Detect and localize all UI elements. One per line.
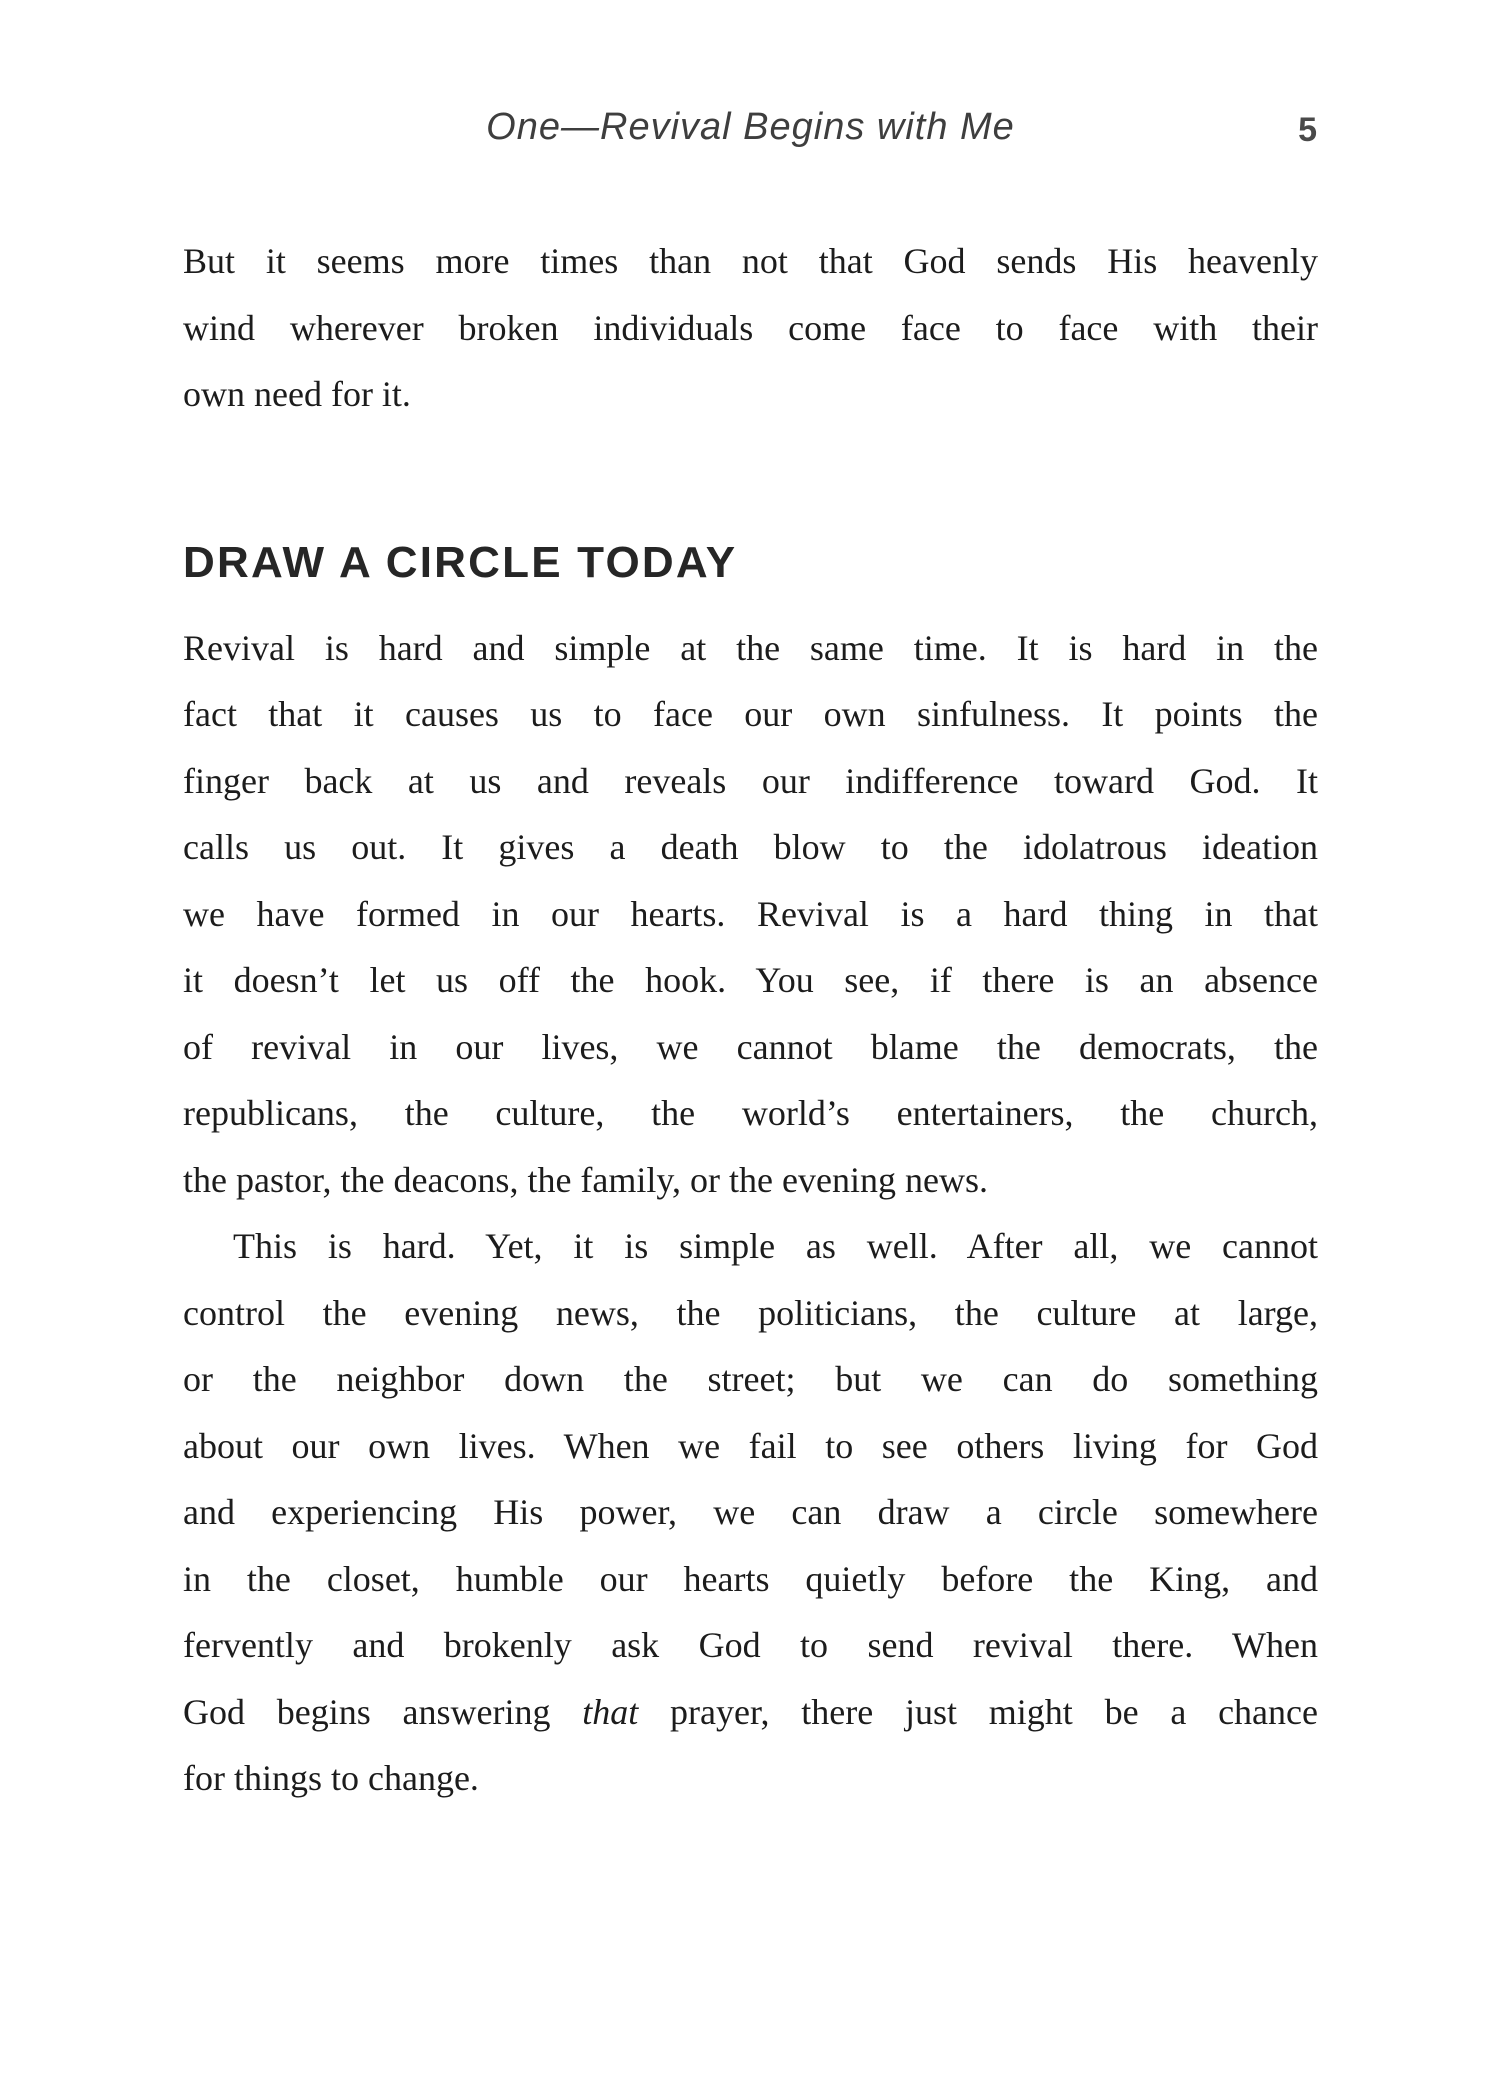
text-segment: or the neighbor down the street; but we can do something <box>183 1359 1318 1399</box>
text-segment: and experiencing His power, we can draw a circle somewhere <box>183 1492 1318 1532</box>
text-line <box>183 228 1318 295</box>
text-segment: control the evening news, the politicians, the culture at large, <box>183 1292 1318 1333</box>
text-line <box>183 1346 1318 1413</box>
text-line <box>183 1546 1318 1613</box>
section-heading: DRAW A CIRCLE TODAY <box>183 537 738 587</box>
page-number: 5 <box>1298 111 1317 149</box>
text-segment: it doesn’t let us off the hook. You see, if there is an absence <box>183 960 1318 1000</box>
text-line <box>183 748 1318 815</box>
text-segment: fact that it causes us to face our own sinfulness. It points the <box>183 694 1318 734</box>
text-segment: we have formed in our hearts. Revival is a hard thing in that <box>183 893 1318 934</box>
text-line <box>183 1679 1318 1746</box>
text-line <box>183 1413 1318 1480</box>
text-segment: of revival in our lives, we cannot blame the democrats, the <box>183 1026 1318 1067</box>
text-segment: own need for it. <box>183 374 411 414</box>
running-header-chapter-title: One—Revival Begins with Me <box>486 106 1015 148</box>
text-line <box>183 295 1318 362</box>
text-column <box>183 228 1318 1812</box>
paragraph-body-1 <box>183 615 1318 1214</box>
text-line <box>183 1213 1318 1280</box>
text-segment: calls us out. It gives a death blow to the idolatrous ideation <box>183 827 1318 867</box>
text-segment: fervently and brokenly ask God to send revival there. When <box>183 1625 1318 1665</box>
text-segment: But it seems more times than not that God sends His heavenly <box>183 241 1318 281</box>
text-segment: about our own lives. When we fail to see others living for God <box>183 1425 1318 1466</box>
text-segment: prayer, there just might be a chance <box>638 1691 1318 1732</box>
text-segment: wind wherever broken individuals come face to face with their <box>183 307 1318 348</box>
text-line <box>183 681 1318 748</box>
text-line <box>183 1014 1318 1081</box>
text-line <box>183 1147 1318 1214</box>
text-segment: Revival is hard and simple at the same time. It is hard in the <box>183 627 1318 668</box>
text-line <box>183 947 1318 1014</box>
text-line <box>183 361 1318 428</box>
text-line <box>183 1745 1318 1812</box>
text-segment: for things to change. <box>183 1758 479 1798</box>
text-segment: finger back at us and reveals our indifference toward God. It <box>183 760 1318 801</box>
text-segment: God begins answering <box>183 1691 583 1732</box>
text-segment: This is hard. Yet, it is simple as well. After all, we cannot <box>233 1226 1318 1266</box>
text-segment: the pastor, the deacons, the family, or the evening news. <box>183 1159 988 1200</box>
text-segment: in the closet, humble our hearts quietly before the King, and <box>183 1558 1318 1599</box>
paragraph-body-2 <box>183 1213 1318 1812</box>
emphasized-text: that <box>582 1691 639 1732</box>
text-line <box>183 1612 1318 1679</box>
text-line <box>183 615 1318 682</box>
text-segment: republicans, the culture, the world’s entertainers, the church, <box>183 1093 1318 1133</box>
text-line <box>183 1080 1318 1147</box>
paragraph-continuation <box>183 228 1318 428</box>
text-line <box>183 814 1318 881</box>
text-line <box>183 1280 1318 1347</box>
text-line <box>183 1479 1318 1546</box>
text-line <box>183 881 1318 948</box>
